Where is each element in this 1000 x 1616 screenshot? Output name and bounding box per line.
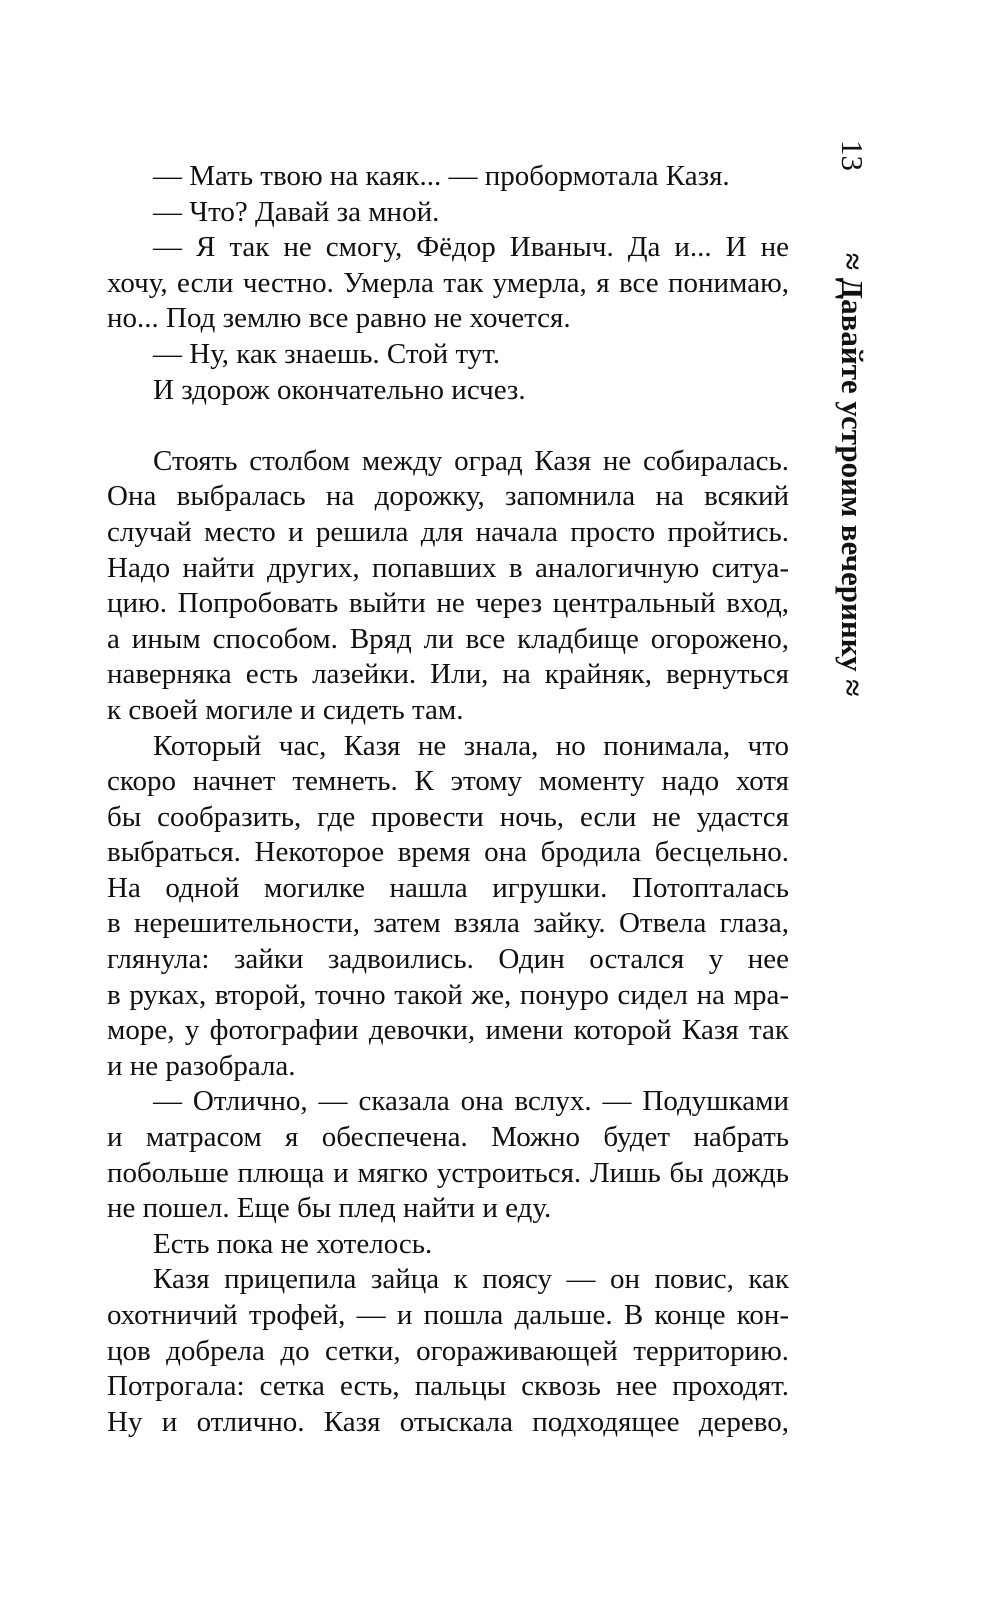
- text-line: а иным способом. Вряд ли все кладбище огорожено,: [107, 622, 789, 655]
- text-line: бы сообразить, где провести ночь, если не удастся: [107, 800, 789, 833]
- text-line: не пошел. Еще бы плед найти и еду.: [107, 1192, 552, 1225]
- text-line: И здорож окончательно исчез.: [153, 373, 526, 406]
- text-line: На одной могилке нашла игрушки. Потопталась: [107, 871, 789, 904]
- text-line: и матрасом я обеспечена. Можно будет набрать: [107, 1121, 789, 1154]
- text-line: Она выбралась на дорожку, запомнила на всякий: [107, 480, 789, 513]
- text-line: выбраться. Некоторое время она бродила бесцельно.: [107, 836, 789, 869]
- text-line: хочу, если честно. Умерла так умерла, я все понимаю,: [107, 266, 789, 299]
- book-title: ≈ Давайте устроим вечеринку ≈: [835, 253, 870, 697]
- text-line: — Отлично, — сказала она вслух. — Подушками: [153, 1085, 789, 1118]
- text-line: — Что? Давай за мной.: [153, 195, 440, 228]
- text-line: охотничий трофей, — и пошла дальше. В конце кон-: [107, 1299, 789, 1331]
- text-line: Ну и отлично. Казя отыскала подходящее дерево,: [107, 1405, 789, 1438]
- text-line: цов добрела до сетки, огораживающей территорию.: [107, 1334, 789, 1367]
- section-break: [107, 408, 789, 444]
- page-number: 13: [835, 140, 870, 171]
- text-line: в руках, второй, точно такой же, понуро сидел на мра-: [107, 978, 789, 1011]
- text-line: но... Под землю все равно не хочется.: [107, 302, 571, 335]
- text-line: к своей могиле и сидеть там.: [107, 693, 464, 726]
- text-line: Есть пока не хотелось.: [153, 1227, 433, 1260]
- text-line: и не разобрала.: [107, 1049, 296, 1082]
- text-line: глянула: зайки задвоились. Один остался у нее: [107, 943, 789, 976]
- text-line: море, у фотографии девочки, имени которой Казя так: [107, 1014, 789, 1047]
- text-line: наверняка есть лазейки. Или, на крайняк, вернуться: [107, 658, 789, 691]
- text-line: скоро начнет темнеть. К этому моменту надо хотя: [107, 765, 789, 798]
- text-line: случай место и решила для начала просто пройтись.: [107, 515, 789, 548]
- text-line: Потрогала: сетка есть, пальцы сквозь нее проходят.: [107, 1370, 789, 1403]
- text-line: цию. Попробовать выйти не через центральный вход,: [107, 587, 789, 620]
- text-line: Стоять столбом между оград Казя не собиралась.: [153, 444, 789, 477]
- text-line: побольше плюща и мягко устроиться. Лишь бы дождь: [107, 1156, 789, 1189]
- text-line: — Я так не смогу, Фёдор Иваныч. Да и... И не: [153, 231, 789, 264]
- body-text: [107, 159, 789, 1440]
- text-line: Который час, Казя не знала, но понимала, что: [153, 729, 789, 762]
- text-line: Казя прицепила зайца к поясу — он повис, как: [153, 1263, 789, 1296]
- text-line: Надо найти других, попавших в аналогичную ситуа-: [107, 551, 789, 584]
- text-line: в нерешительности, затем взяла зайку. Отвела глаза,: [107, 907, 789, 940]
- text-line: — Ну, как знаешь. Стой тут.: [153, 337, 500, 370]
- text-line: — Мать твою на каяк... — пробормотала Казя.: [153, 160, 730, 192]
